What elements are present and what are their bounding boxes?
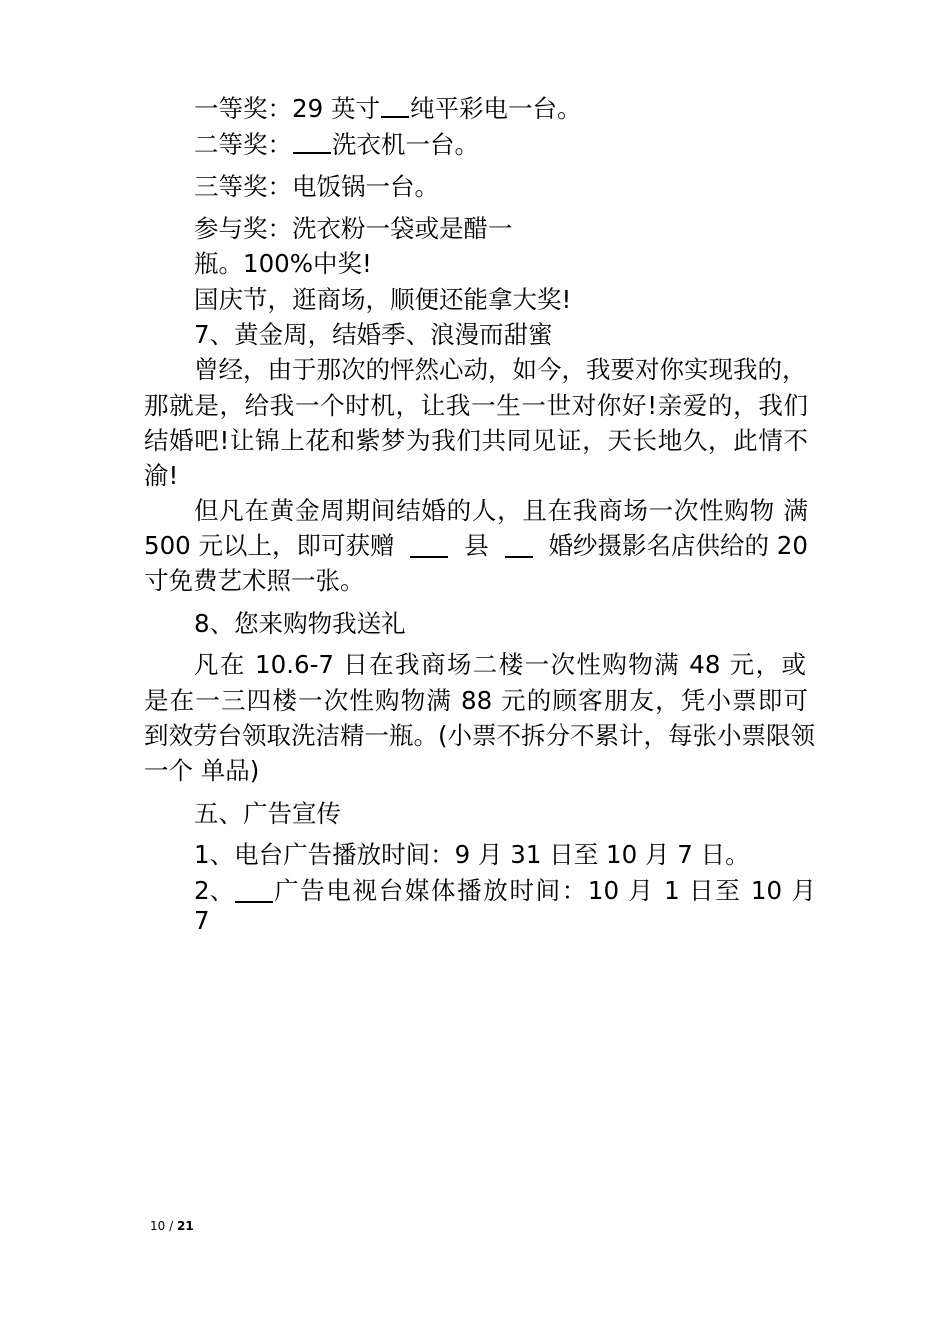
paragraph-line: 是在一三四楼一次性购物满 88 元的顾客朋友，凭小票即可 [144,686,808,715]
paragraph-line [144,529,808,563]
text-segment: 500 元以上，即可获赠 [144,531,395,560]
prize-participation-cont: 瓶。100%中奖! [194,249,372,278]
page-total: 21 [176,1219,194,1233]
text-segment: 洗衣机一台。 [332,130,479,159]
text-segment: 县 [464,531,489,560]
tv-ad-line-cont: 7 [194,906,210,935]
fill-in-blank [293,152,331,154]
paragraph-line: 凡在 10.6-7 日在我商场二楼一次性购物满 48 元，或 [194,650,806,679]
national-day-slogan: 国庆节，逛商场，顺便还能拿大奖! [194,285,572,314]
page-separator: / [169,1219,174,1233]
tv-ad-line [194,874,816,908]
paragraph-line: 但凡在黄金周期间结婚的人，且在我商场一次性购物 满 [194,496,808,525]
text-segment: 婚纱摄影名店供给的 20 [548,531,808,560]
prize-participation-line: 参与奖：洗衣粉一袋或是醋一 [194,214,513,243]
paragraph-line: 一个 单品) [144,756,260,785]
paragraph-line: 渝! [144,461,179,490]
paragraph-line: 结婚吧!让锦上花和紫梦为我们共同见证，天长地久，此情不 [144,426,808,455]
page-current: 10 [150,1219,166,1233]
text-segment: 纯平彩电一台。 [409,94,582,123]
text-segment: 二等奖： [194,130,292,159]
fill-in-blank [381,116,409,118]
prize-second-line [194,128,874,162]
fill-in-blank [235,901,273,903]
paragraph-line: 那就是，给我一个时机，让我一生一世对你好!亲爱的，我们 [144,391,808,420]
page-number [150,1218,194,1234]
paragraph-line: 曾经，由于那次的怦然心动，如今，我要对你实现我的， [194,355,807,384]
prize-third-line: 三等奖：电饭锅一台。 [194,172,439,201]
section-7-heading: 7、黄金周，结婚季、浪漫而甜蜜 [194,320,553,349]
paragraph-line: 寸免费艺术照一张。 [144,566,365,595]
section-8-heading: 8、您来购物我送礼 [194,609,406,638]
fill-in-blank [410,556,448,558]
paragraph-line: 到效劳台领取洗洁精一瓶。(小票不拆分不累计，每张小票限领 [144,721,816,750]
text-segment: 一等奖：29 英寸 [194,94,380,123]
text-segment: 2、 [194,876,235,905]
radio-ad-line: 1、电台广告播放时间：9 月 31 日至 10 月 7 日。 [194,840,750,869]
fill-in-blank [505,556,533,558]
section-5-heading: 五、广告宣传 [194,799,341,828]
text-segment: 广告电视台媒体播放时间：10 月 1 日至 10 月 [274,876,816,905]
prize-first-line [194,92,874,126]
